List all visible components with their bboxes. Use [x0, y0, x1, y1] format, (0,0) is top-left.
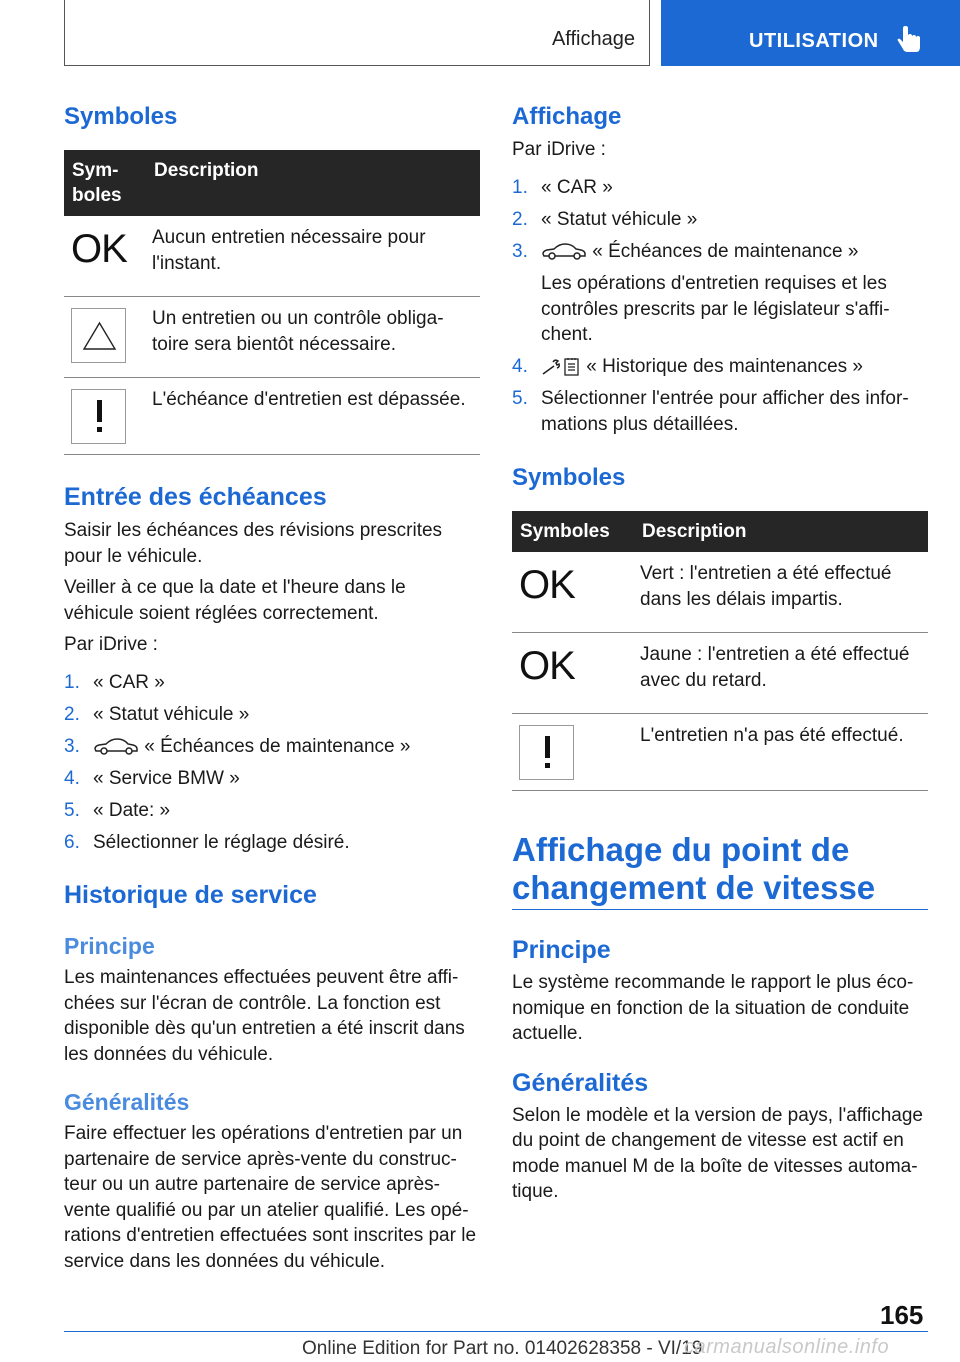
right-principle-title: Principe [512, 936, 611, 964]
left-symbols-title: Symboles [64, 103, 178, 130]
right-symbols-table [512, 511, 928, 791]
right-principle-paragraph: Le système recommande le rapport le plus éco-nomique en fonction de la situation de conduite actuelle. [512, 972, 914, 1044]
table-row [512, 552, 928, 633]
display-title: Affichage [512, 103, 622, 130]
hand-pointer-icon [894, 25, 924, 55]
footer-edition: Online Edition for Part no. 01402628358 - VI/19 [302, 1338, 703, 1359]
list-item: 5. « Date: » [64, 799, 171, 821]
table-row [64, 216, 480, 297]
entry-title: Entrée des échéances [64, 483, 327, 511]
warning-triangle-icon [71, 308, 126, 363]
display-steps [512, 175, 928, 438]
right-general-title: Généralités [512, 1068, 649, 1097]
car-outline-icon [93, 736, 139, 756]
list-item: 4. « Service BMW » [64, 767, 240, 789]
display-paragraph: Par iDrive : [512, 139, 606, 160]
header-chapter-title: UTILISATION [749, 30, 879, 52]
watermark: carmanualsonline.info [684, 1336, 890, 1358]
table-row [512, 714, 928, 791]
right-symbols-title: Symboles [512, 464, 626, 491]
table-row [512, 633, 928, 714]
exclamation-icon [71, 389, 126, 444]
row-description: L'échéance d'entretien est dépassée. [146, 378, 480, 455]
left-general-paragraph: Faire effectuer les opérations d'entretien par un partenaire de service après-vente du construc-teur ou un autre partenaire de service après-vente qualifié ou par un atelier qualifié. Les opé-rations d'entretien effectuées sont inscrites par le service dans les données du véhicule. [64, 1123, 477, 1272]
shift-title: Affichage du point de changement de vitesse [512, 831, 876, 906]
left-column [64, 100, 480, 1274]
row-description: Vert : l'entretien a été effectué dans les délais impartis. [634, 552, 928, 633]
header-chapter-tab[interactable] [661, 0, 960, 66]
right-column [512, 100, 928, 1205]
table-header-description: Description [634, 511, 928, 552]
left-general-title: Généralités [64, 1089, 190, 1115]
left-principle-paragraph: Les maintenances effectuées peuvent être affi-chées sur l'écran de contrôle. La fonction est disponible dès qu'un entretien a été inscrit dans les données du véhicule. [64, 967, 465, 1065]
entry-paragraph-3: Par iDrive : [64, 634, 158, 655]
ok-icon: OK [519, 644, 575, 688]
list-item: 2. « Statut véhicule » [512, 208, 698, 230]
table-header-symbols: Symboles [512, 511, 634, 552]
ok-icon: OK [519, 563, 575, 607]
list-item: 1. « CAR » [512, 176, 613, 198]
row-description: Un entretien ou un contrôle obliga-toire sera bientôt nécessaire. [146, 297, 480, 378]
entry-paragraph-2: Veiller à ce que la date et l'heure dans le véhicule soient réglées correctement. [64, 577, 406, 624]
step-detail: Les opérations d'entretien requises et les contrôles prescrits par le législateur s'affi-chent. [541, 273, 890, 345]
car-outline-icon [541, 241, 587, 261]
page-number: 165 [880, 1300, 924, 1330]
list-item: 1. « CAR » [64, 671, 165, 693]
table-header-symbols [64, 150, 146, 216]
shift-title-block [512, 831, 928, 910]
exclamation-icon [519, 725, 574, 780]
ok-icon: OK [71, 227, 127, 271]
table-header-description: Description [146, 150, 480, 216]
list-item: 3. « Échéances de maintenance » Les opérations d'entretien requises et les contrôles prescrits par le législateur s'affi-chent. [512, 239, 928, 348]
row-description: Jaune : l'entretien a été effectué avec du retard. [634, 633, 928, 714]
header-sym-part1: Sym- [72, 160, 119, 181]
table-row [64, 378, 480, 455]
history-title: Historique de service [64, 881, 317, 909]
list-item: 5. Sélectionner l'entrée pour afficher des infor-mations plus détaillées. [512, 388, 909, 435]
list-item: 2. « Statut véhicule » [64, 703, 250, 725]
list-item: 4. « Historique des maintenances » [512, 356, 863, 377]
row-description: L'entretien n'a pas été effectué. [634, 714, 928, 791]
header-sym-part2: boles [72, 185, 122, 206]
header-section-box [64, 0, 650, 66]
left-symbols-table [64, 150, 480, 455]
left-principle-title: Principe [64, 933, 155, 959]
header-section-title: Affichage [551, 28, 635, 50]
list-item: 3. « Échéances de maintenance » [64, 735, 411, 757]
entry-steps [64, 670, 480, 856]
list-item: 6. Sélectionner le réglage désiré. [64, 831, 350, 853]
entry-paragraph-1: Saisir les échéances des révisions prescrites pour le véhicule. [64, 520, 443, 567]
right-general-paragraph: Selon le modèle et la version de pays, l'affichage du point de changement de vitesse est actif en mode manuel M de la boîte de vitesses automa-tique. [512, 1104, 923, 1202]
table-row [64, 297, 480, 378]
wrench-list-icon [541, 356, 581, 378]
row-description: Aucun entretien nécessaire pour l'instant. [146, 216, 480, 297]
footer-divider [64, 1331, 928, 1332]
